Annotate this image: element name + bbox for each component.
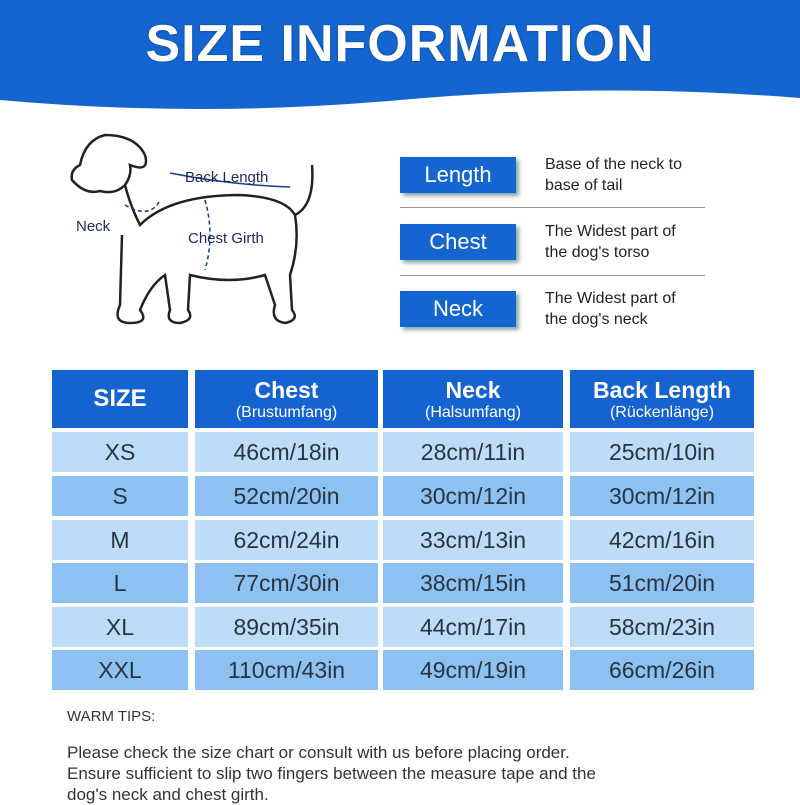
- divider: [400, 207, 705, 208]
- desc-line: the dog's neck: [545, 311, 648, 328]
- header-back-length: [570, 370, 754, 428]
- measurement-cell: 33cm/13in: [383, 520, 563, 560]
- measurement-cell: 38cm/15in: [383, 563, 563, 603]
- measurement-cell: 49cm/19in: [383, 650, 563, 690]
- measurement-cell: 66cm/26in: [570, 650, 754, 690]
- size-cell: XS: [52, 432, 188, 472]
- warm-tips-text: [67, 742, 767, 805]
- measurement-cell: 89cm/35in: [195, 607, 378, 647]
- size-cell: XXL: [52, 650, 188, 690]
- header-label: Neck: [445, 376, 501, 403]
- measurement-cell: 62cm/24in: [195, 520, 378, 560]
- measurement-cell: 77cm/30in: [195, 563, 378, 603]
- size-cell: XL: [52, 607, 188, 647]
- divider: [400, 275, 705, 276]
- size-cell: S: [52, 476, 188, 516]
- chest-badge: Chest: [400, 224, 516, 260]
- measurement-cell: 28cm/11in: [383, 432, 563, 472]
- chest-description: [545, 221, 676, 263]
- back-length-label: Back Length: [185, 169, 269, 186]
- desc-line: The Widest part of: [545, 290, 676, 307]
- desc-line: the dog's torso: [545, 244, 650, 261]
- page-title: SIZE INFORMATION: [145, 15, 655, 73]
- header-size: [52, 370, 188, 428]
- measurement-cell: 42cm/16in: [570, 520, 754, 560]
- header-label: Back Length: [592, 376, 732, 403]
- tip-line: Ensure sufficient to slip two fingers between the measure tape and the: [67, 764, 596, 783]
- measurement-cell: 30cm/12in: [383, 476, 563, 516]
- neck-badge: Neck: [400, 291, 516, 327]
- measurement-cell: 51cm/20in: [570, 563, 754, 603]
- measurement-cell: 46cm/18in: [195, 432, 378, 472]
- header-sublabel: (Halsumfang): [424, 403, 522, 421]
- length-badge: Length: [400, 157, 516, 193]
- header-neck: [383, 370, 563, 428]
- warm-tips-heading: WARM TIPS:: [67, 708, 156, 725]
- header-label: SIZE: [93, 385, 147, 412]
- desc-line: Base of the neck to: [545, 156, 682, 173]
- neck-description: [545, 288, 676, 330]
- chest-girth-label: Chest Girth: [188, 230, 264, 247]
- measurement-cell: 30cm/12in: [570, 476, 754, 516]
- desc-line: The Widest part of: [545, 223, 676, 240]
- tip-line: Please check the size chart or consult with us before placing order.: [67, 743, 570, 762]
- header-label: Chest: [254, 376, 319, 403]
- neck-label: Neck: [76, 218, 111, 235]
- header-chest: [195, 370, 378, 428]
- tip-line: dog's neck and chest girth.: [67, 785, 269, 804]
- measurement-cell: 44cm/17in: [383, 607, 563, 647]
- header-sublabel: (Brustumfang): [235, 403, 338, 421]
- header-sublabel: (Rückenlänge): [609, 403, 715, 421]
- dog-diagram: [60, 125, 340, 345]
- measurement-cell: 58cm/23in: [570, 607, 754, 647]
- measurement-cell: 52cm/20in: [195, 476, 378, 516]
- desc-line: base of tail: [545, 177, 623, 194]
- measurement-cell: 110cm/43in: [195, 650, 378, 690]
- size-cell: M: [52, 520, 188, 560]
- size-cell: L: [52, 563, 188, 603]
- measurement-cell: 25cm/10in: [570, 432, 754, 472]
- length-description: [545, 154, 682, 196]
